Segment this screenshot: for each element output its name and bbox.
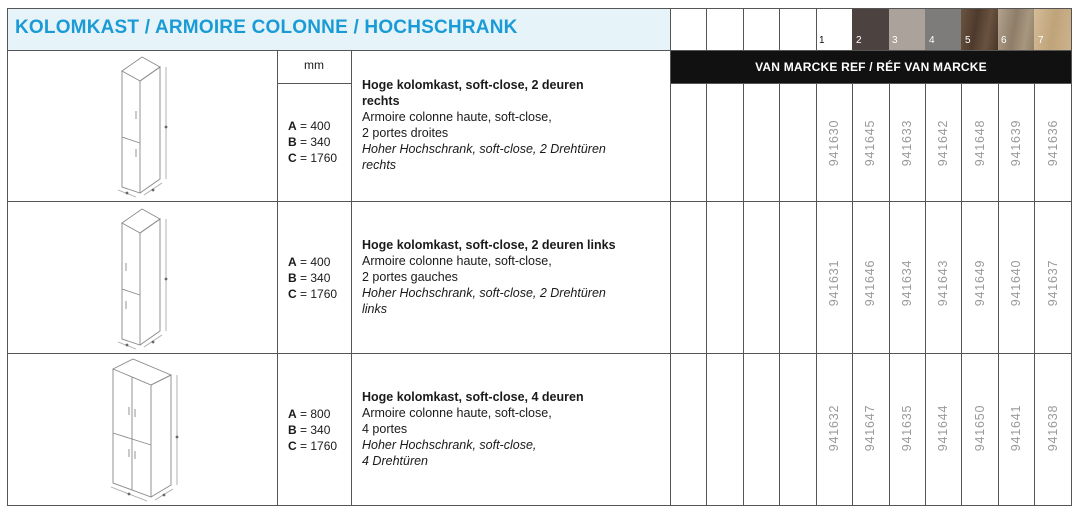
ref-code: 941637 (1046, 259, 1060, 307)
ref-code: 941641 (1009, 404, 1023, 452)
grid-line (779, 83, 780, 506)
dimension-c: C = 1760 (288, 287, 338, 301)
grid-line (7, 201, 1072, 202)
grid-line (7, 353, 1072, 354)
cabinet-2-door-left-illustration (100, 205, 190, 350)
ref-code: 941639 (1009, 119, 1023, 167)
grid-line (816, 83, 817, 506)
row-2-dimensions (288, 254, 337, 302)
ref-code: 941632 (827, 404, 841, 452)
description-nl: Hoge kolomkast, soft-close, 2 deuren links (362, 238, 616, 252)
ref-code: 941638 (1046, 404, 1060, 452)
grid-line (277, 50, 278, 506)
grid-line (7, 505, 1072, 506)
ref-code: 941643 (936, 259, 950, 307)
ref-code: 941649 (973, 259, 987, 307)
dimension-b: B = 340 (288, 423, 331, 437)
swatch-number-6: 6 (1001, 35, 1007, 46)
description-de: rechts (362, 158, 397, 172)
ref-code: 941647 (863, 404, 877, 452)
row-3-dimensions (288, 406, 337, 454)
row-1-dimensions (288, 118, 337, 166)
ref-code: 941644 (936, 404, 950, 452)
description-fr: Armoire colonne haute, soft-close, (362, 254, 552, 268)
description-fr: 2 portes gauches (362, 270, 458, 284)
description-de: Hoher Hochschrank, soft-close, (362, 438, 537, 452)
unit-label: mm (304, 58, 324, 72)
ref-code: 941634 (900, 259, 914, 307)
ref-code: 941645 (863, 119, 877, 167)
description-de: Hoher Hochschrank, soft-close, 2 Drehtüren (362, 286, 606, 300)
grid-line (670, 83, 1072, 84)
ref-header-label: VAN MARCKE REF / RÉF VAN MARCKE (755, 60, 987, 74)
cabinet-4-door-illustration (95, 357, 195, 502)
grid-line (816, 8, 817, 50)
grid-line (670, 8, 671, 506)
grid-line (1071, 8, 1072, 506)
grid-line (852, 83, 853, 506)
grid-line (743, 83, 744, 506)
row-1-description (362, 77, 667, 173)
dimension-a: A = 400 (288, 255, 331, 269)
description-de: 4 Drehtüren (362, 454, 429, 468)
grid-line (706, 8, 707, 50)
ref-code: 941642 (936, 119, 950, 167)
grid-line (1034, 83, 1035, 506)
description-fr: 4 portes (362, 422, 408, 436)
swatch-number-1: 1 (819, 35, 825, 46)
ref-code: 941650 (973, 404, 987, 452)
ref-code: 941635 (900, 404, 914, 452)
row-3-description (362, 389, 667, 469)
grid-line (961, 83, 962, 506)
description-de: links (362, 302, 388, 316)
dimension-a: A = 400 (288, 119, 331, 133)
dimension-b: B = 340 (288, 271, 331, 285)
ref-code: 941640 (1009, 259, 1023, 307)
description-fr: Armoire colonne haute, soft-close, (362, 406, 552, 420)
description-nl: Hoge kolomkast, soft-close, 4 deuren (362, 390, 584, 404)
swatch-number-7: 7 (1038, 35, 1044, 46)
ref-code: 941633 (900, 119, 914, 167)
dimension-c: C = 1760 (288, 151, 338, 165)
dimension-b: B = 340 (288, 135, 331, 149)
grid-line (7, 8, 1072, 9)
ref-code: 941646 (863, 259, 877, 307)
swatch-number-3: 3 (892, 35, 898, 46)
grid-line (998, 83, 999, 506)
description-fr: Armoire colonne haute, soft-close, (362, 110, 552, 124)
description-de: Hoher Hochschrank, soft-close, 2 Drehtüren (362, 142, 606, 156)
grid-line (7, 8, 8, 506)
grid-line (277, 83, 351, 84)
description-nl: Hoge kolomkast, soft-close, 2 deuren (362, 78, 584, 92)
grid-line (7, 50, 1072, 51)
cabinet-2-door-right-illustration (100, 53, 190, 198)
description-fr: 2 portes droites (362, 126, 449, 140)
row-2-description (362, 237, 667, 317)
swatch-number-5: 5 (965, 35, 971, 46)
description-nl: rechts (362, 94, 400, 108)
page-title: KOLOMKAST / ARMOIRE COLONNE / HOCHSCHRANK (15, 17, 518, 38)
swatch-number-2: 2 (856, 35, 862, 46)
ref-code: 941648 (973, 119, 987, 167)
grid-line (743, 8, 744, 50)
grid-line (925, 83, 926, 506)
grid-line (779, 8, 780, 50)
ref-code: 941631 (827, 259, 841, 307)
dimension-c: C = 1760 (288, 439, 338, 453)
grid-line (351, 50, 352, 506)
grid-line (706, 83, 707, 506)
ref-code: 941630 (827, 119, 841, 167)
dimension-a: A = 800 (288, 407, 331, 421)
swatch-number-4: 4 (929, 35, 935, 46)
ref-code: 941636 (1046, 119, 1060, 167)
grid-line (889, 83, 890, 506)
